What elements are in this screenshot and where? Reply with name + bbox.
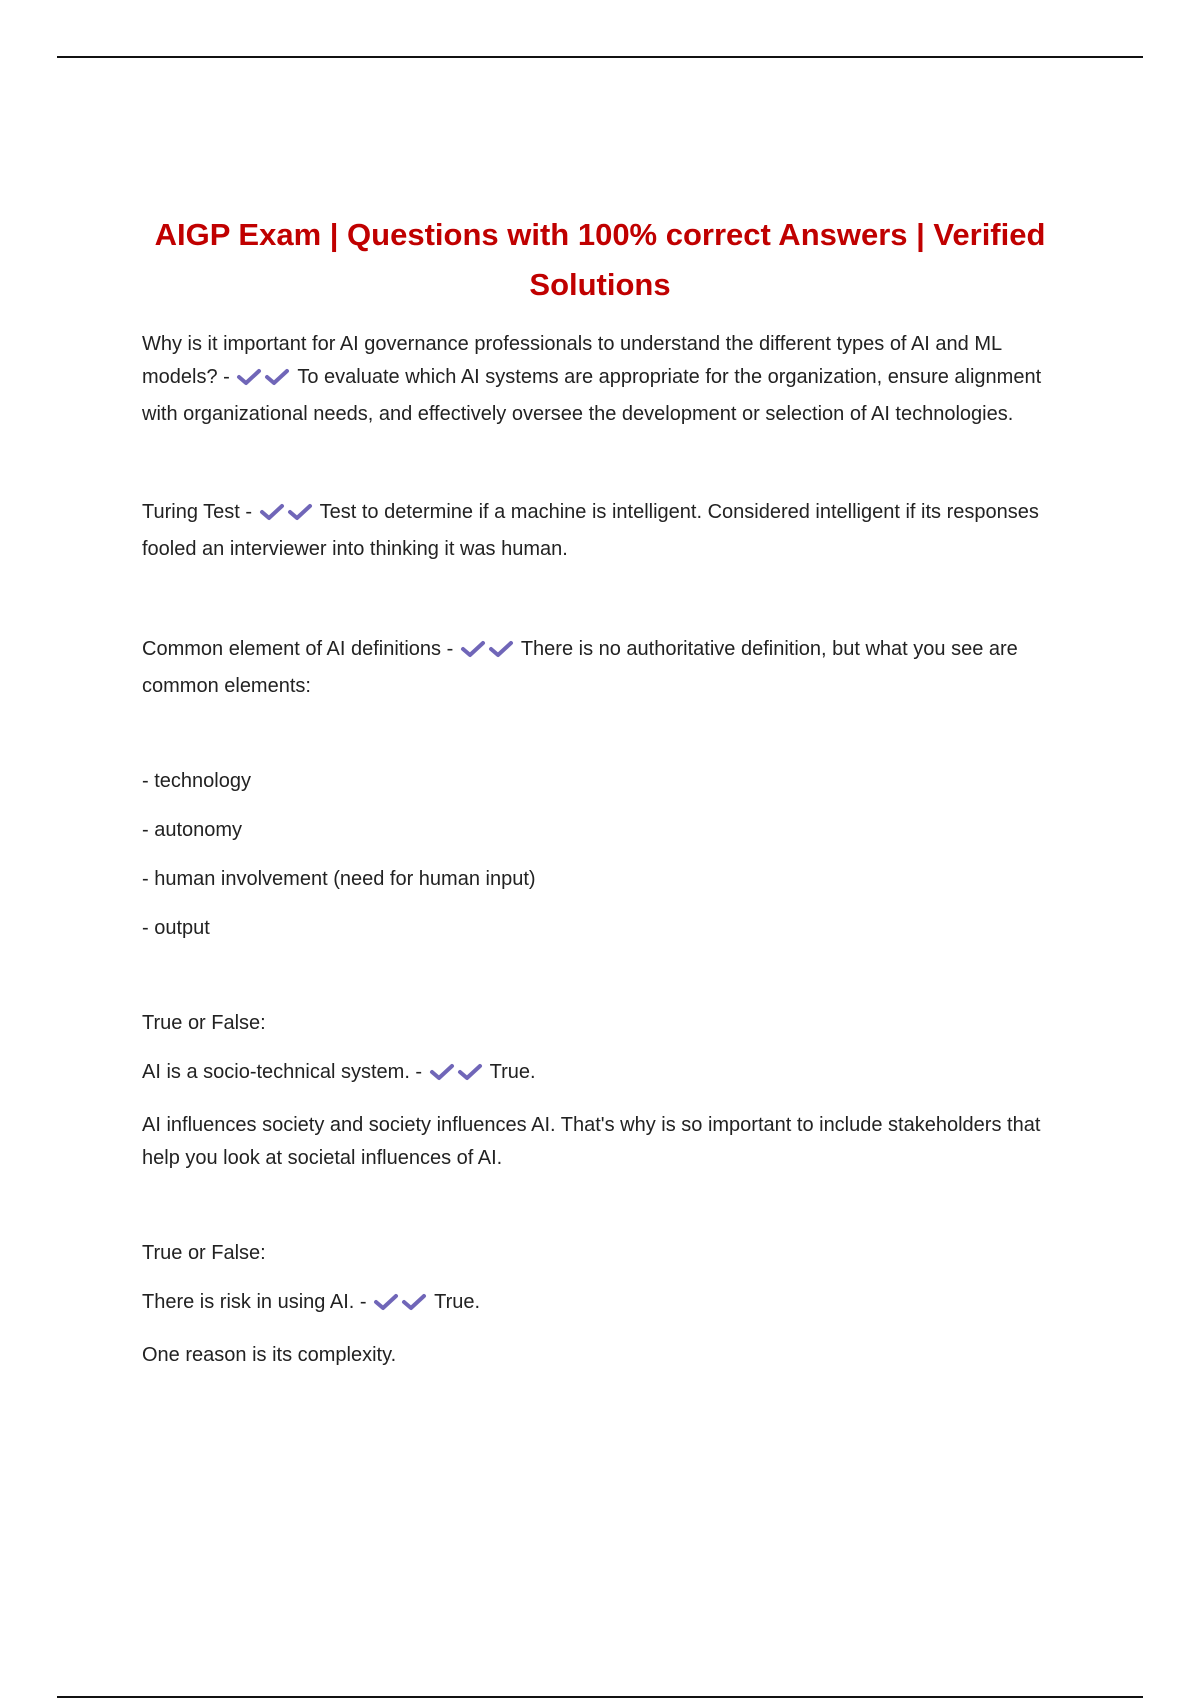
- document-body: [142, 328, 1062, 1372]
- answer-text: True.: [434, 1291, 481, 1313]
- qa-item-1: [142, 328, 1062, 431]
- footer-rule: [57, 1696, 1143, 1698]
- question-text: Why is it important for AI governance professionals to understand the different types of AI and ML models? -: [142, 333, 1002, 388]
- question-text: AI is a socio-technical system. -: [142, 1061, 423, 1083]
- double-check-icon: [428, 1060, 490, 1093]
- explanation-text: One reason is its complexity.: [142, 1344, 397, 1366]
- question-text: Common element of AI definitions -: [142, 638, 454, 660]
- double-check-icon: [258, 500, 320, 533]
- answer-text: Test to determine if a machine is intelligent. Considered intelligent if its responses fooled an interviewer into thinking it was human.: [142, 501, 1039, 560]
- document-title: AIGP Exam | Questions with 100% correct Answers | Verified Solutions: [154, 217, 1046, 302]
- answer-text: To evaluate which AI systems are appropriate for the organization, ensure alignment with organizational needs, and effectively oversee the development or selection of AI technologies.: [142, 366, 1042, 425]
- qa-item-4: [142, 1056, 1062, 1093]
- qa-item-5: [142, 1286, 1062, 1323]
- bullet-item: - autonomy: [142, 819, 243, 841]
- bullet-item: - human involvement (need for human input): [142, 868, 536, 890]
- explanation-text: AI influences society and society influences AI. That's why is so important to include stakeholders that help you look at societal influences of AI.: [142, 1114, 1041, 1169]
- double-check-icon: [459, 637, 521, 670]
- bullet-item: - technology: [142, 770, 251, 792]
- double-check-icon: [235, 365, 297, 398]
- qa-item-2: [142, 496, 1062, 566]
- bullet-item: - output: [142, 917, 210, 939]
- true-false-prefix: True or False:: [142, 1012, 266, 1034]
- header-rule: [57, 56, 1143, 58]
- question-text: Turing Test -: [142, 501, 253, 523]
- answer-text: There is no authoritative definition, but what you see are common elements:: [142, 638, 1018, 697]
- double-check-icon: [372, 1290, 434, 1323]
- true-false-prefix: True or False:: [142, 1242, 266, 1264]
- question-text: There is risk in using AI. -: [142, 1291, 367, 1313]
- answer-text: True.: [489, 1061, 536, 1083]
- qa-item-3: [142, 633, 1062, 703]
